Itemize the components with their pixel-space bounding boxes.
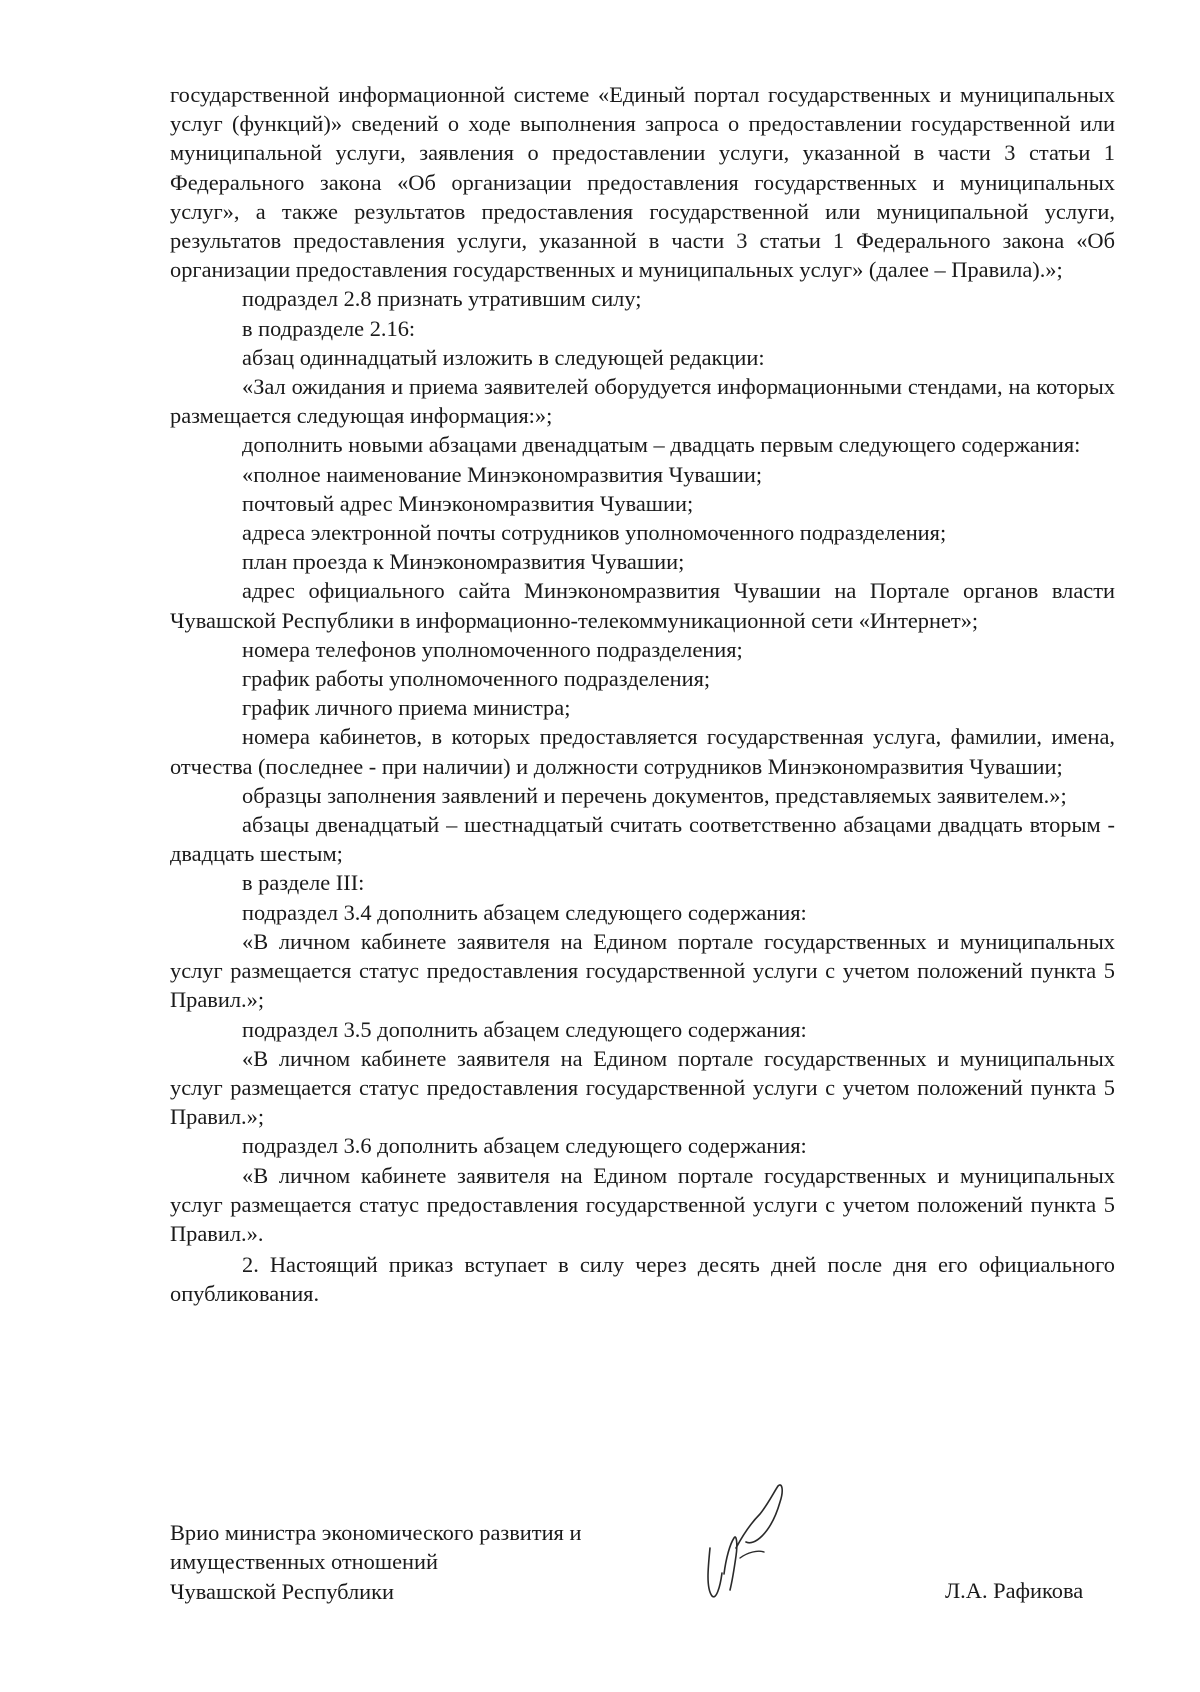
paragraph: в подразделе 2.16: [242, 315, 416, 341]
paragraph: график личного приема министра; [242, 695, 571, 721]
paragraph: государственной информационной системе «Единый портал государственных и муниципальных услуг (функций)» сведений о ходе выполнения запроса о предоставлении государственной или муниципальной услуги, заявления о предоставлении услуги, указанной в части 3 статьи 1 Федерального закона «Об организации предоставления государственных и муниципальных услуг», а также результатов предоставления государственной или муниципальной услуги, результатов предоставления услуги, указанной в части 3 статьи 1 Федерального закона «Об организации предоставления государственных и муниципальных услуг» (далее – Правила).»; [170, 82, 1115, 283]
paragraph: «В личном кабинете заявителя на Едином портале государственных и муниципальных услуг размещается статус предоставления государственной услуги с учетом положений пункта 5 Правил.»; [170, 928, 1115, 1013]
paragraph: абзац одиннадцатый изложить в следующей редакции: [242, 344, 765, 370]
paragraph: дополнить новыми абзацами двенадцатым – двадцать первым следующего содержания: [242, 432, 1081, 458]
paragraph: подраздел 3.6 дополнить абзацем следующего содержания: [242, 1133, 807, 1159]
paragraph: образцы заполнения заявлений и перечень документов, представляемых заявителем.»; [242, 782, 1067, 808]
signatory-position-line: имущественных отношений [170, 1549, 438, 1575]
paragraph: адрес официального сайта Минэкономразвития Чувашии на Портале органов власти Чувашской Республики в информационно-телекоммуникационной сети «Интернет»; [170, 578, 1115, 633]
document-body [170, 80, 1115, 1309]
paragraph: номера кабинетов, в которых предоставляется государственная услуга, фамилии, имена, отчества (последнее - при наличии) и должности сотрудников Минэкономразвития Чувашии; [170, 724, 1115, 779]
paragraph: в разделе III: [242, 870, 365, 896]
paragraph: график работы уполномоченного подразделения; [242, 666, 711, 692]
paragraph: подраздел 2.8 признать утратившим силу; [242, 286, 642, 312]
paragraph: план проезда к Минэкономразвития Чувашии; [242, 549, 685, 575]
paragraph: «полное наименование Минэкономразвития Чувашии; [242, 461, 763, 487]
paragraph-effective-date: 2. Настоящий приказ вступает в силу через десять дней после дня его официального опубликования. [170, 1252, 1115, 1307]
paragraph: подраздел 3.5 дополнить абзацем следующего содержания: [242, 1016, 807, 1042]
paragraph: адреса электронной почты сотрудников уполномоченного подразделения; [242, 520, 947, 546]
paragraph: «В личном кабинете заявителя на Едином портале государственных и муниципальных услуг размещается статус предоставления государственной услуги с учетом положений пункта 5 Правил.»; [170, 1045, 1115, 1130]
signatory-position-line: Врио министра экономического развития и [170, 1520, 582, 1545]
paragraph: номера телефонов уполномоченного подразделения; [242, 636, 743, 662]
paragraph: почтовый адрес Минэкономразвития Чувашии; [242, 490, 694, 516]
paragraph: «В личном кабинете заявителя на Едином портале государственных и муниципальных услуг размещается статус предоставления государственной услуги с учетом положений пункта 5 Правил.». [170, 1162, 1115, 1246]
signatory-position [170, 1518, 581, 1606]
signatory-position-line: Чувашской Республики [170, 1578, 394, 1604]
signer-name: Л.А. Рафикова [945, 1578, 1084, 1603]
handwritten-signature [700, 1478, 820, 1608]
paragraph: подраздел 3.4 дополнить абзацем следующего содержания: [242, 899, 807, 925]
paragraph: «Зал ожидания и приема заявителей оборудуется информационными стендами, на которых размещается следующая информация:»; [170, 374, 1115, 429]
paragraph: абзацы двенадцатый – шестнадцатый считать соответственно абзацами двадцать вторым - двадцать шестым; [170, 812, 1115, 867]
